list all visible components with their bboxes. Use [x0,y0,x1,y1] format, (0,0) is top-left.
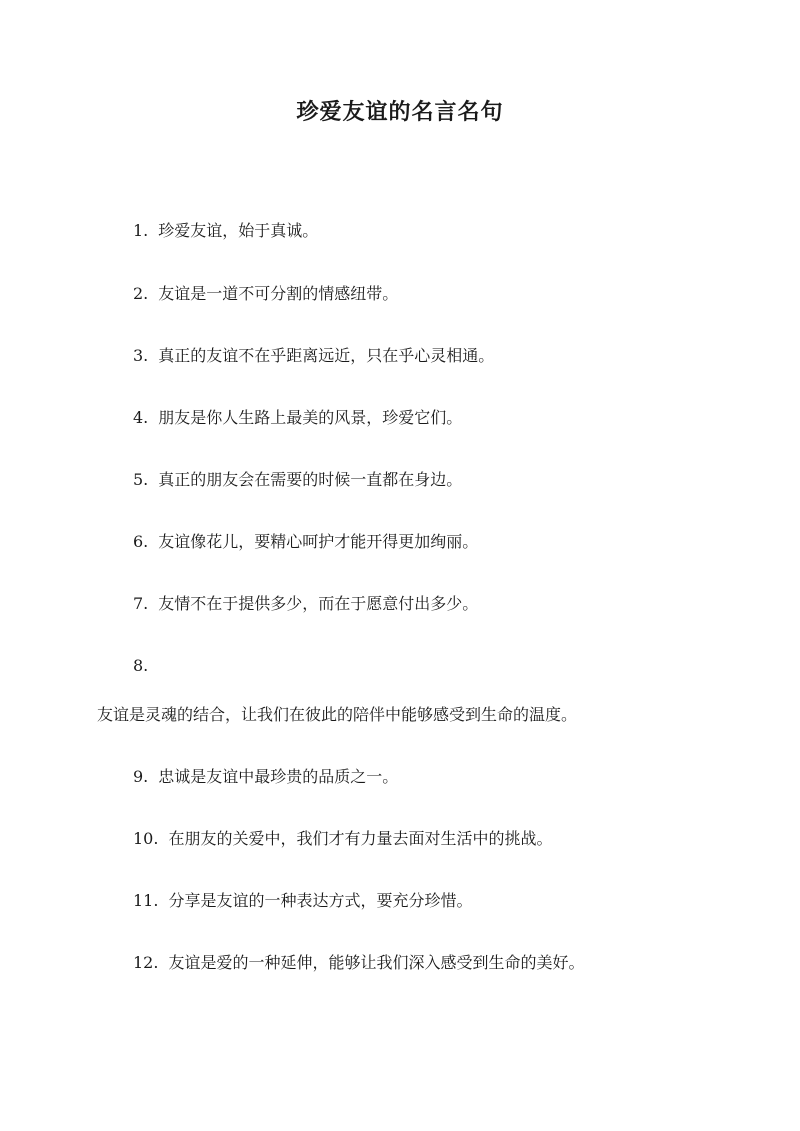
list-item [133,953,584,973]
item-number: 3. [133,346,149,365]
item-text: 友谊像花儿，要精心呵护才能开得更加绚丽。 [158,532,479,551]
item-text: 珍爱友谊，始于真诚。 [158,221,319,240]
item-number: 1. [133,221,149,240]
item-text: 在朋友的关爱中，我们才有力量去面对生活中的挑战。 [168,829,553,848]
list-item [133,594,478,614]
page-title: 珍爱友谊的名言名句 [296,99,504,125]
item-number: 11. [133,891,159,910]
list-item [133,408,462,428]
list-item-text: 友谊是灵魂的结合，让我们在彼此的陪伴中能够感受到生命的温度。 [97,705,578,724]
item-text: 真正的朋友会在需要的时候一直都在身边。 [158,470,463,489]
item-text: 分享是友谊的一种表达方式，要充分珍惜。 [168,891,473,910]
list-item [133,470,462,490]
item-text: 友情不在于提供多少，而在于愿意付出多少。 [158,594,479,613]
item-text: 忠诚是友谊中最珍贵的品质之一。 [158,767,399,786]
list-item [133,221,318,241]
item-text: 友谊是爱的一种延伸，能够让我们深入感受到生命的美好。 [168,953,585,972]
list-item [133,767,398,787]
item-number: 10. [133,829,159,848]
item-number: 2. [133,284,149,303]
item-number: 5. [133,470,149,489]
item-number: 9. [133,767,149,786]
list-item [133,829,552,849]
item-text: 朋友是你人生路上最美的风景，珍爱它们。 [158,408,463,427]
item-text: 友谊是一道不可分割的情感纽带。 [158,284,399,303]
item-number: 6. [133,532,149,551]
list-item [133,891,472,911]
list-item [133,532,478,552]
list-item-number: 8. [133,656,149,675]
item-number: 12. [133,953,159,972]
list-item [133,346,494,366]
item-text: 真正的友谊不在乎距离远近，只在乎心灵相通。 [158,346,495,365]
item-number: 7. [133,594,149,613]
list-item [133,284,398,304]
item-number: 4. [133,408,149,427]
